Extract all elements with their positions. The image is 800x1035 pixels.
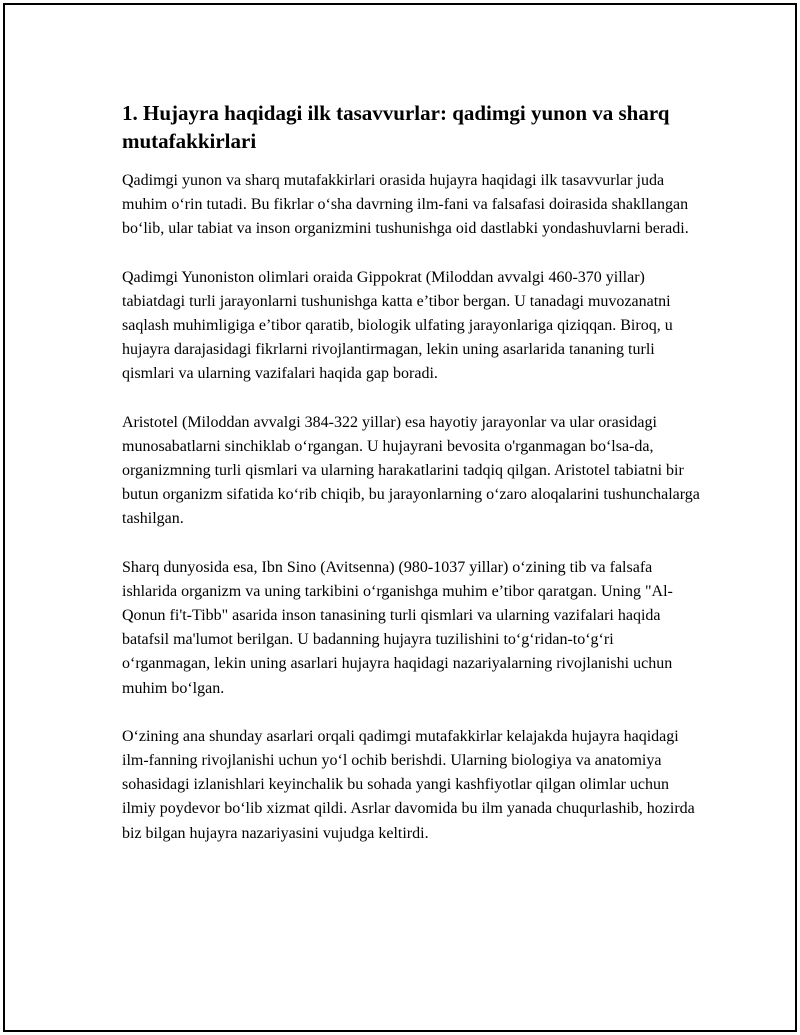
- paragraph-aristotel: Aristotel (Miloddan avvalgi 384-322 yillar) esa hayotiy jarayonlar va ular orasidagi munosabatlarni sinchiklab o‘rgangan. U hujayrani bevosita o'rganmagan bo‘lsa-da, organizmning turli qismlari va ularning harakatlarini tadqiq qilgan. Aristotel tabiatni bir butun organizm sifatida ko‘rib chiqib, bu jarayonlarning o‘zaro aloqalarini tushunchalarga tashilgan.: [122, 413, 700, 528]
- paragraph-gippokrat: Qadimgi Yunoniston olimlari oraida Gippokrat (Miloddan avvalgi 460-370 yillar) tabiatdagi turli jarayonlarni tushunishga katta e’tibor bergan. U tanadagi muvozanatni saqlash muhimligiga e’tibor qaratib, biologik ulfating jarayonlariga qiziqqan. Biroq, u hujayra darajasidagi fikrlarni rivojlantirmagan, lekin uning asarlarida tananing turli qismlari va ularning vazifalari haqida gap boradi.: [122, 268, 673, 383]
- page-frame: [3, 3, 797, 1032]
- paragraph-intro: Qadimgi yunon va sharq mutafakkirlari orasida hujayra haqidagi ilk tasavvurlar juda muhim o‘rin tutadi. Bu fikrlar o‘sha davrning ilm-fani va falsafasi doirasida shakllangan bo‘lib, ular tabiat va inson organizmini tushunishga oid dastlabki yondashuvlarni beradi.: [122, 172, 689, 238]
- paragraph-conclusion: O‘zining ana shunday asarlari orqali qadimgi mutafakkirlar kelajakda hujayra haqidagi ilm-fanning rivojlanishi uchun yo‘l ochib berishdi. Ularning biologiya va anatomiya sohasidagi izlanishlari keyinchalik bu sohada yangi kashfiyotlar qilgan olimlar uchun ilmiy poydevor bo‘lib xizmat qildi. Asrlar davomida bu ilm yanada chuqurlashib, hozirda biz bilgan hujayra nazariyasini vujudga keltirdi.: [122, 727, 695, 842]
- paragraph-ibn-sino: Sharq dunyosida esa, Ibn Sino (Avitsenna) (980-1037 yillar) o‘zining tib va falsafa ishlarida organizm va uning tarkibini o‘rganishga muhim e’tibor qaratgan. Uning "Al-Qonun fi't-Tibb" asarida inson tanasining turli qismlari va ularning vazifalari haqida batafsil ma'lumot berilgan. U badanning hujayra tuzilishini to‘g‘ridan-to‘g‘ri o‘rganmagan, lekin uning asarlari hujayra haqidagi nazariyalarning rivojlanishi uchun muhim bo‘lgan.: [122, 558, 673, 697]
- document-body: [122, 99, 702, 846]
- section-heading: 1. Hujayra haqidagi ilk tasavvurlar: qadimgi yunon va sharq mutafakkirlari: [122, 101, 670, 153]
